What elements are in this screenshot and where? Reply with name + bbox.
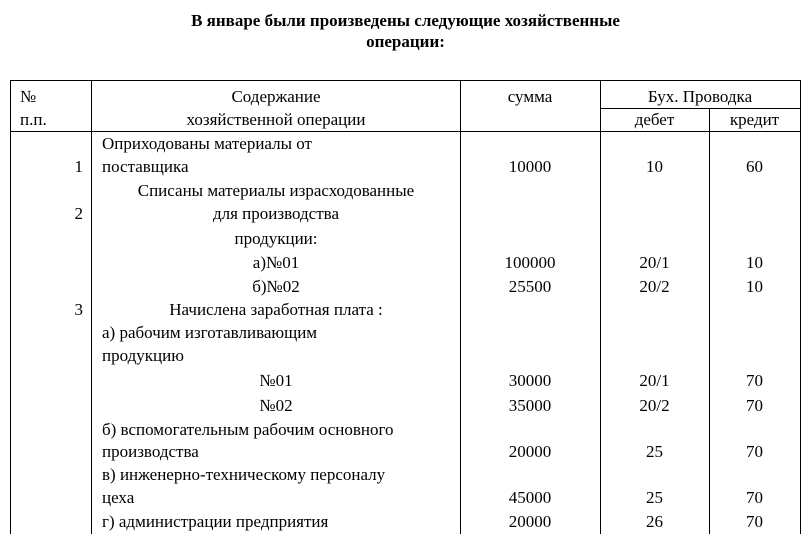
row-sum: 45000 [508, 488, 552, 507]
row-text: производства [102, 442, 199, 461]
row-sum: 25500 [508, 277, 552, 296]
row-text: а)№01 [252, 253, 300, 272]
row-debit: 20/2 [639, 396, 670, 415]
title-line-2: операции: [366, 32, 445, 51]
row-debit: 26 [646, 512, 663, 531]
row-credit: 70 [746, 512, 763, 531]
header-debit: дебет [634, 110, 675, 129]
row-text: Оприходованы материалы от [102, 134, 312, 153]
row-credit: 60 [746, 157, 763, 176]
row-debit: 25 [646, 488, 663, 507]
row-sum: 10000 [508, 157, 552, 176]
header-content-line1: Содержание [231, 87, 321, 106]
row-credit: 70 [746, 442, 763, 461]
row-credit: 70 [746, 371, 763, 390]
row-sum: 35000 [508, 396, 552, 415]
header-sum: сумма [507, 87, 553, 106]
row-credit: 70 [746, 396, 763, 415]
col-line-right [800, 80, 801, 534]
row-debit: 20/1 [639, 253, 670, 272]
row-debit: 25 [646, 442, 663, 461]
row-text: продукцию [102, 346, 184, 365]
row-text: №01 [259, 371, 293, 390]
row-text: №02 [259, 396, 293, 415]
row-text: продукции: [234, 229, 318, 248]
header-posting: Бух. Проводка [647, 87, 753, 106]
title-line-1: В январе были произведены следующие хозяйственные [191, 11, 620, 30]
page-title [0, 10, 811, 52]
row-num: 1 [74, 157, 83, 176]
table-top-border [10, 80, 801, 81]
row-sum: 20000 [508, 512, 552, 531]
row-text: Начислена заработная плата : [169, 300, 383, 319]
row-sum: 100000 [504, 253, 556, 272]
row-debit: 20/1 [639, 371, 670, 390]
row-text: б) вспомогательным рабочим основного [102, 420, 394, 439]
row-text: г) администрации предприятия [102, 512, 329, 531]
row-sum: 20000 [508, 442, 552, 461]
row-text: б)№02 [252, 277, 300, 296]
header-bottom-border [10, 131, 801, 132]
row-credit: 70 [746, 488, 763, 507]
header-num-line1: № [20, 87, 37, 106]
row-sum: 30000 [508, 371, 552, 390]
header-credit: кредит [729, 110, 780, 129]
row-credit: 10 [746, 277, 763, 296]
row-text: Списаны материалы израсходованные [137, 181, 415, 200]
header-content-line2: хозяйственной операции [186, 110, 366, 129]
row-text: цеха [102, 488, 135, 507]
row-debit: 10 [646, 157, 663, 176]
row-text: в) инженерно-техническому персоналу [102, 465, 386, 484]
row-credit: 10 [746, 253, 763, 272]
row-text: а) рабочим изготавливающим [102, 323, 318, 342]
row-num: 2 [74, 204, 83, 223]
row-text: для производства [212, 204, 339, 223]
header-num-line2: п.п. [20, 110, 47, 129]
row-debit: 20/2 [639, 277, 670, 296]
row-text: поставщика [102, 157, 189, 176]
row-num: 3 [74, 300, 83, 319]
col-line-sum [600, 80, 601, 534]
